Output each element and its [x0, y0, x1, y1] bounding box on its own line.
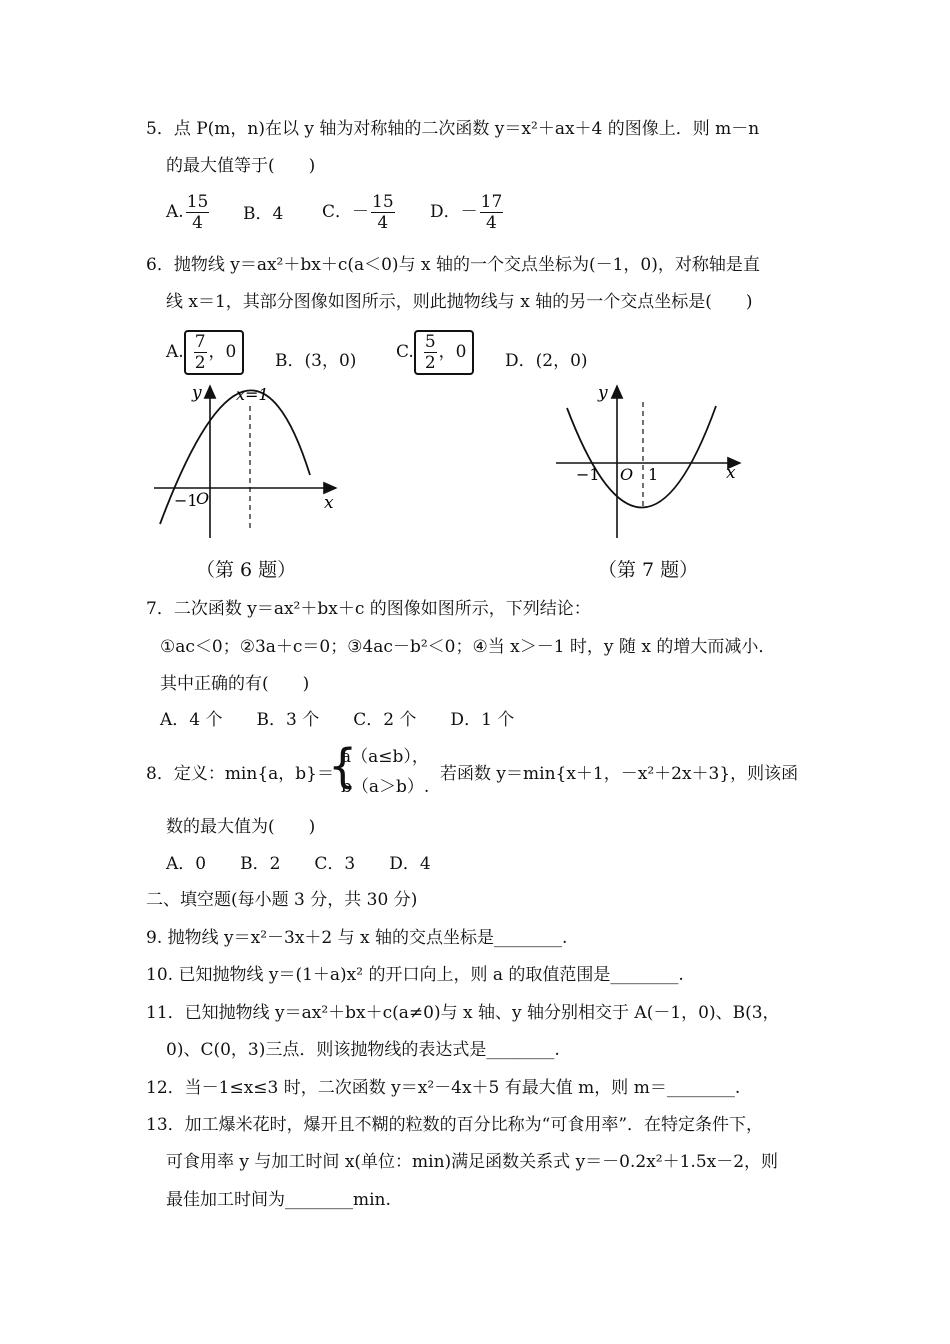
q13-line1: 13．加工爆米花时，爆开且不糊的粒数的百分比称为“可食用率”．在特定条件下， [146, 1115, 764, 1135]
q13-line3: 最佳加工时间为________min. [166, 1190, 391, 1210]
graph6-caption: （第 6 题） [196, 559, 297, 581]
graph7-neg-one: −1 [576, 465, 600, 484]
graph6-x-label: x [324, 493, 334, 513]
graph-q7 [550, 378, 750, 548]
q12: 12．当－1≤x≤3 时，二次函数 y＝x²－4x＋5 有最大值 m，则 m＝________. [146, 1078, 741, 1098]
q6-option-b: B．(3，0) [275, 351, 357, 371]
q6-line1: 6．抛物线 y＝ax²＋bx＋c(a＜0)与 x 轴的一个交点坐标为(－1，0)，对称轴是直 [146, 255, 760, 275]
q13-line2: 可食用率 y 与加工时间 x(单位：min)满足函数关系式 y＝－0.2x²＋1.5x－2，则 [166, 1152, 779, 1172]
q9: 9. 抛物线 y＝x²－3x＋2 与 x 轴的交点坐标是________. [146, 928, 568, 948]
graph7-x-label: x [726, 463, 736, 483]
q7-line2: ①ac＜0；②3a＋c＝0；③4ac－b²＜0；④当 x＞－1 时，y 随 x 的增大而减小． [160, 637, 776, 657]
q5-option-d: D．－ $\frac{17}{4}$ [430, 192, 503, 233]
graph6-axis-label: x=1 [236, 385, 269, 404]
section-2-heading: 二、填空题(每小题 3 分，共 30 分) [146, 890, 418, 910]
graph7-y-label: y [598, 383, 608, 403]
q7-line3: 其中正确的有( ) [160, 674, 310, 694]
q5-option-b: B．4 [243, 204, 284, 224]
graph7-parabola [567, 406, 716, 508]
q5-option-a: A. $\frac{15}{4}$ [166, 192, 209, 233]
q8-case2: b（a＞b）. [341, 777, 430, 797]
q6-option-c: C. $\frac{5}{2}$ ，0 [396, 330, 474, 375]
graph6-y-label: y [192, 383, 202, 403]
q11-line1: 11．已知抛物线 y＝ax²＋bx＋c(a≠0)与 x 轴、y 轴分别相交于 A(－1，0)、B(3， [146, 1003, 780, 1023]
q8-prefix: 8．定义：min{a，b}＝ [146, 764, 334, 784]
q5-option-c: C．－ $\frac{15}{4}$ [322, 192, 394, 233]
q8-brace: { [328, 739, 358, 793]
q8-line2: 数的最大值为( ) [166, 817, 316, 837]
graph-q6 [140, 378, 350, 548]
q7-line1: 7．二次函数 y＝ax²＋bx＋c 的图像如图所示，下列结论： [146, 599, 591, 619]
q6-line2: 线 x＝1，其部分图像如图所示，则此抛物线与 x 轴的另一个交点坐标是( ) [166, 292, 753, 312]
q8-options: A．0 B．2 C．3 D．4 [166, 854, 431, 874]
q7-options: A．4 个 B．3 个 C．2 个 D．1 个 [160, 710, 515, 730]
q8-suffix: 若函数 y＝min{x＋1，－x²＋2x＋3}，则该函 [440, 764, 799, 784]
graph7-caption: （第 7 题） [598, 559, 699, 581]
graph6-neg-one: −1 [174, 491, 198, 510]
graph6-origin: O [196, 489, 210, 508]
q6-option-d: D．(2，0) [505, 351, 588, 371]
q10: 10. 已知抛物线 y＝(1＋a)x² 的开口向上，则 a 的取值范围是________. [146, 965, 684, 985]
q8-case1: a（a≤b）， [341, 747, 429, 767]
graph7-one: 1 [648, 465, 659, 484]
q6-option-a: A. $\frac{7}{2}$ ，0 [166, 330, 244, 375]
graph7-origin: O [620, 465, 634, 484]
q11-line2: 0)、C(0，3)三点．则该抛物线的表达式是________. [166, 1040, 560, 1060]
q5-line2: 的最大值等于( ) [166, 156, 316, 176]
q5-line1: 5．点 P(m，n)在以 y 轴为对称轴的二次函数 y＝x²＋ax＋4 的图像上．则 m－n [146, 119, 760, 139]
